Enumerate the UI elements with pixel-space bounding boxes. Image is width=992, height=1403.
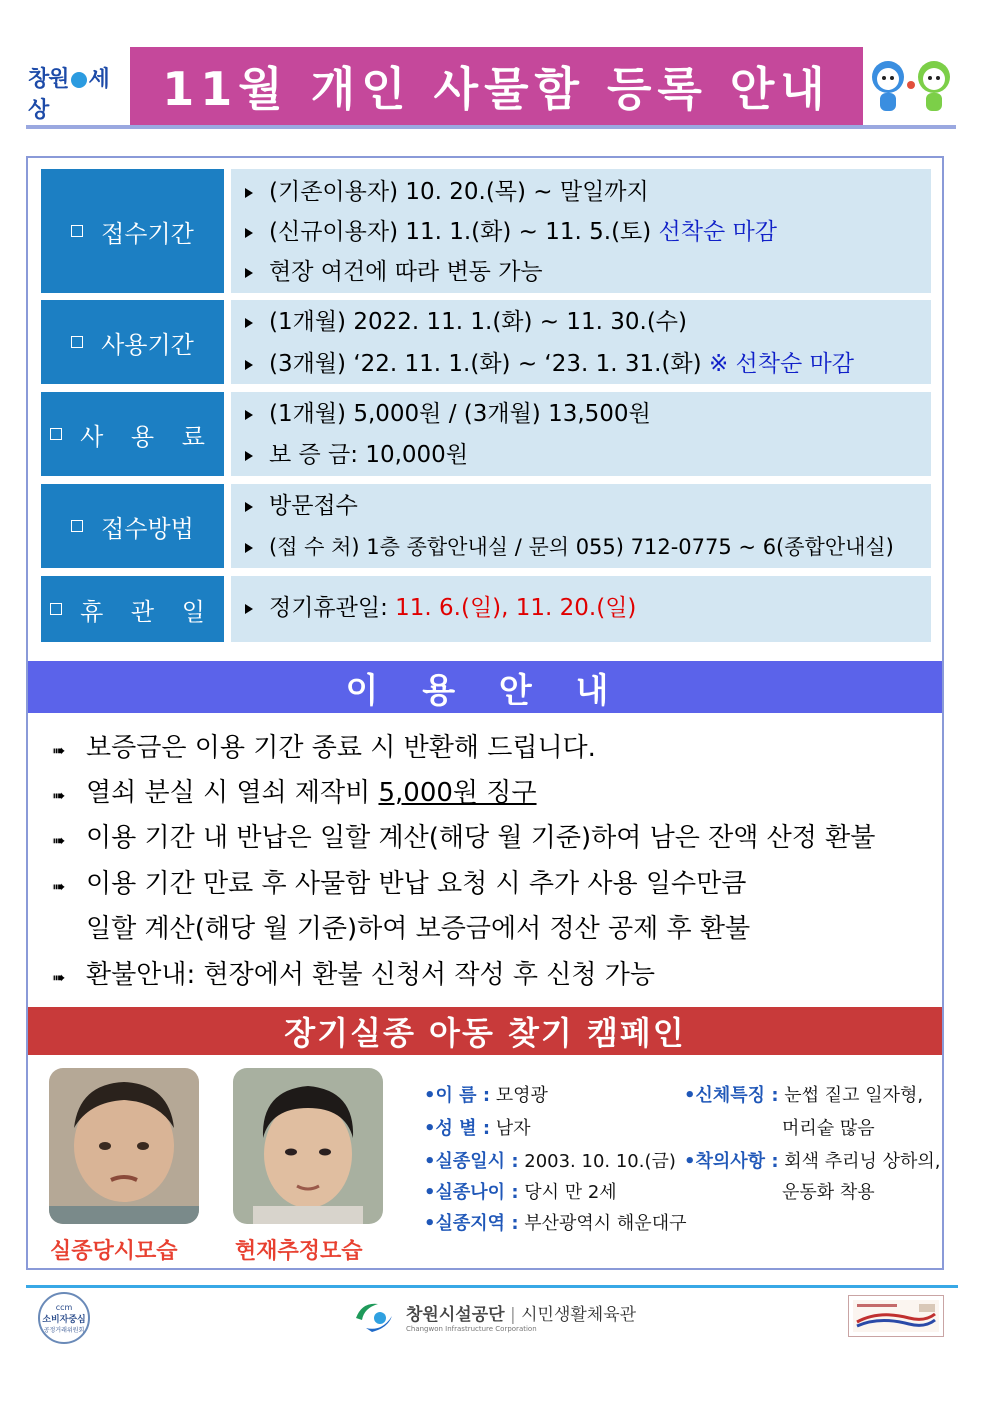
profile-key: •실종일시 : <box>424 1151 519 1172</box>
logo-globe-icon <box>71 72 87 88</box>
bullet-triangle-icon <box>245 451 253 461</box>
bullet-triangle-icon <box>245 268 253 278</box>
bullet-triangle-icon <box>245 188 253 198</box>
key-fee-text: 5,000원 징구 <box>378 778 537 808</box>
row-label-text: 휴 관 일 <box>80 597 215 626</box>
checkbox-square-icon <box>50 428 62 440</box>
brand-name: 창원시설공단 <box>406 1304 505 1325</box>
info-line <box>245 349 854 379</box>
feature-body-cont <box>782 1114 875 1144</box>
corporation-emblem-icon <box>352 1298 398 1334</box>
arrow-bullet-icon: ➠ <box>52 877 66 896</box>
bullet-triangle-icon <box>245 228 253 238</box>
row-label-text: 사용기간 <box>101 330 194 359</box>
checkbox-square-icon <box>71 225 83 237</box>
guide-text: 환불안내: 현장에서 환불 신청서 작성 후 신청 가능 <box>86 960 655 990</box>
profile-key: •성 별 : <box>424 1118 491 1139</box>
photo-caption-missing: 실종당시모습 <box>50 1239 178 1264</box>
row-label-text: 접수방법 <box>101 514 194 543</box>
info-text: (1개월) 5,000원 / (3개월) 13,500원 <box>269 401 651 427</box>
bullet-triangle-icon <box>245 318 253 328</box>
guide-text: 열쇠 분실 시 열쇠 제작비 <box>86 778 379 808</box>
feature-value: 머리숱 많음 <box>782 1118 875 1139</box>
row-content-closed-days <box>231 576 931 642</box>
guide-item <box>52 820 875 856</box>
profile-gender <box>424 1114 531 1144</box>
info-line <box>245 593 636 623</box>
photo-caption-current: 현재추정모습 <box>235 1239 363 1264</box>
feature-body <box>684 1081 923 1111</box>
info-text: (접 수 처) 1층 종합안내실 / 문의 055) 712-0775 ~ 6(종합안내실) <box>269 535 894 559</box>
row-label-text: 접수기간 <box>101 219 194 248</box>
corporation-logo: 창원시설공단 | 시민생활체육관 Changwon Infrastructure Corporation <box>352 1296 672 1336</box>
info-line <box>245 217 777 247</box>
row-label-closed-days <box>41 576 224 642</box>
page-title: 11월 개인 사물함 등록 안내 <box>130 47 863 125</box>
ccm-badge-icon <box>38 1292 90 1344</box>
bullet-triangle-icon <box>245 360 253 370</box>
row-label-usage-period <box>41 300 224 384</box>
info-text: (1개월) 2022. 11. 1.(화) ~ 11. 30.(수) <box>269 309 688 335</box>
info-text: 방문접수 <box>269 493 358 519</box>
guide-text: 이용 기간 만료 후 사물함 반납 요청 시 추가 사용 일수만큼 <box>86 869 747 899</box>
logo-text-1: 창원 <box>28 67 69 92</box>
guide-text: 이용 기간 내 반납은 일할 계산(해당 월 기준)하여 남은 잔액 산정 환불 <box>86 823 876 853</box>
info-line <box>245 307 687 337</box>
profile-key: •이 름 : <box>424 1085 491 1106</box>
info-line <box>245 440 468 470</box>
arrow-bullet-icon: ➠ <box>52 968 66 987</box>
profile-missing-place <box>424 1209 686 1239</box>
profile-missing-date <box>424 1147 676 1177</box>
info-text: 현장 여건에 따라 변동 가능 <box>269 259 543 285</box>
bullet-triangle-icon <box>245 543 253 553</box>
info-line <box>245 177 649 207</box>
row-label-reception-method <box>41 484 224 568</box>
closed-dates: 11. 6.(일), 11. 20.(일) <box>395 595 637 621</box>
guide-text: 일할 계산(해당 월 기준)하여 보증금에서 정산 공제 후 환불 <box>86 914 751 944</box>
feature-value: 운동화 착용 <box>782 1182 875 1203</box>
profile-value: 부산광역시 해운대구 <box>518 1213 687 1234</box>
profile-value: 모영광 <box>490 1085 548 1106</box>
row-label-text: 사 용 료 <box>80 422 215 451</box>
guide-item-continued <box>86 911 750 947</box>
profile-missing-age <box>424 1178 617 1208</box>
profile-key: •실종나이 : <box>424 1182 519 1203</box>
changwon-logo <box>28 62 128 123</box>
profile-key: •실종지역 : <box>424 1213 519 1234</box>
info-line <box>245 399 651 429</box>
checkbox-square-icon <box>50 603 62 615</box>
row-content-reception-period <box>231 169 931 293</box>
first-come-notice: 선착순 마감 <box>658 219 777 245</box>
info-line <box>245 491 358 521</box>
feature-key: •착의사항 : <box>684 1151 779 1172</box>
guide-item <box>52 957 655 993</box>
profile-value: 당시 만 2세 <box>518 1182 617 1203</box>
brand-english: Changwon Infrastructure Corporation <box>406 1324 537 1333</box>
logo-text-2: 세상 <box>28 67 109 123</box>
footer-divider <box>26 1285 958 1288</box>
info-text: (기존이용자) 10. 20.(목) ~ 말일까지 <box>269 179 649 205</box>
info-text: 보 증 금: 10,000원 <box>269 442 469 468</box>
arrow-bullet-icon: ➠ <box>52 741 66 760</box>
guide-title: 이 용 안 내 <box>28 661 942 713</box>
bullet-triangle-icon <box>245 502 253 512</box>
campaign-title: 장기실종 아동 찾기 캠페인 <box>28 1007 942 1055</box>
info-text: (신규이용자) 11. 1.(화) ~ 11. 5.(토) <box>269 219 659 245</box>
info-line <box>245 532 894 562</box>
age-progressed-photo <box>233 1068 383 1224</box>
checkbox-square-icon <box>71 336 83 348</box>
feature-clothing-cont <box>782 1178 875 1208</box>
header-divider <box>26 125 956 129</box>
feature-value: 회색 추리닝 상하의, <box>778 1151 941 1172</box>
arrow-bullet-icon: ➠ <box>52 786 66 805</box>
certification-mark-icon <box>848 1295 944 1337</box>
row-content-usage-period <box>231 300 931 384</box>
feature-clothing <box>684 1147 941 1177</box>
info-text: 정기휴관일: <box>269 595 396 621</box>
guide-item <box>52 730 596 766</box>
row-label-fee <box>41 392 224 476</box>
ccm-top: ccm <box>55 1302 73 1312</box>
profile-value: 2003. 10. 10.(금) <box>518 1151 676 1172</box>
brand-dept: 시민생활체육관 <box>521 1304 637 1325</box>
bullet-triangle-icon <box>245 604 253 614</box>
feature-key: •신체특징 : <box>684 1085 779 1106</box>
feature-value: 눈썹 짙고 일자형, <box>778 1085 924 1106</box>
mascot-icon <box>866 55 956 119</box>
row-label-reception-period <box>41 169 224 293</box>
checkbox-square-icon <box>71 520 83 532</box>
guide-item <box>52 775 537 811</box>
profile-value: 남자 <box>490 1118 531 1139</box>
info-line <box>245 257 543 287</box>
guide-text: 보증금은 이용 기간 종료 시 반환해 드립니다. <box>86 733 596 763</box>
profile-name <box>424 1081 548 1111</box>
info-text: (3개월) ‘22. 11. 1.(화) ~ ‘23. 1. 31.(화) <box>269 351 709 377</box>
ccm-main: 소비자중심 <box>42 1314 86 1325</box>
row-content-fee <box>231 392 931 476</box>
first-come-notice: ※ 선착순 마감 <box>708 351 854 377</box>
bullet-triangle-icon <box>245 410 253 420</box>
row-content-reception-method <box>231 484 931 568</box>
ccm-sub: 공정거래위원회 <box>43 1326 85 1334</box>
missing-child-photo <box>49 1068 199 1224</box>
guide-item <box>52 866 746 902</box>
arrow-bullet-icon: ➠ <box>52 831 66 850</box>
